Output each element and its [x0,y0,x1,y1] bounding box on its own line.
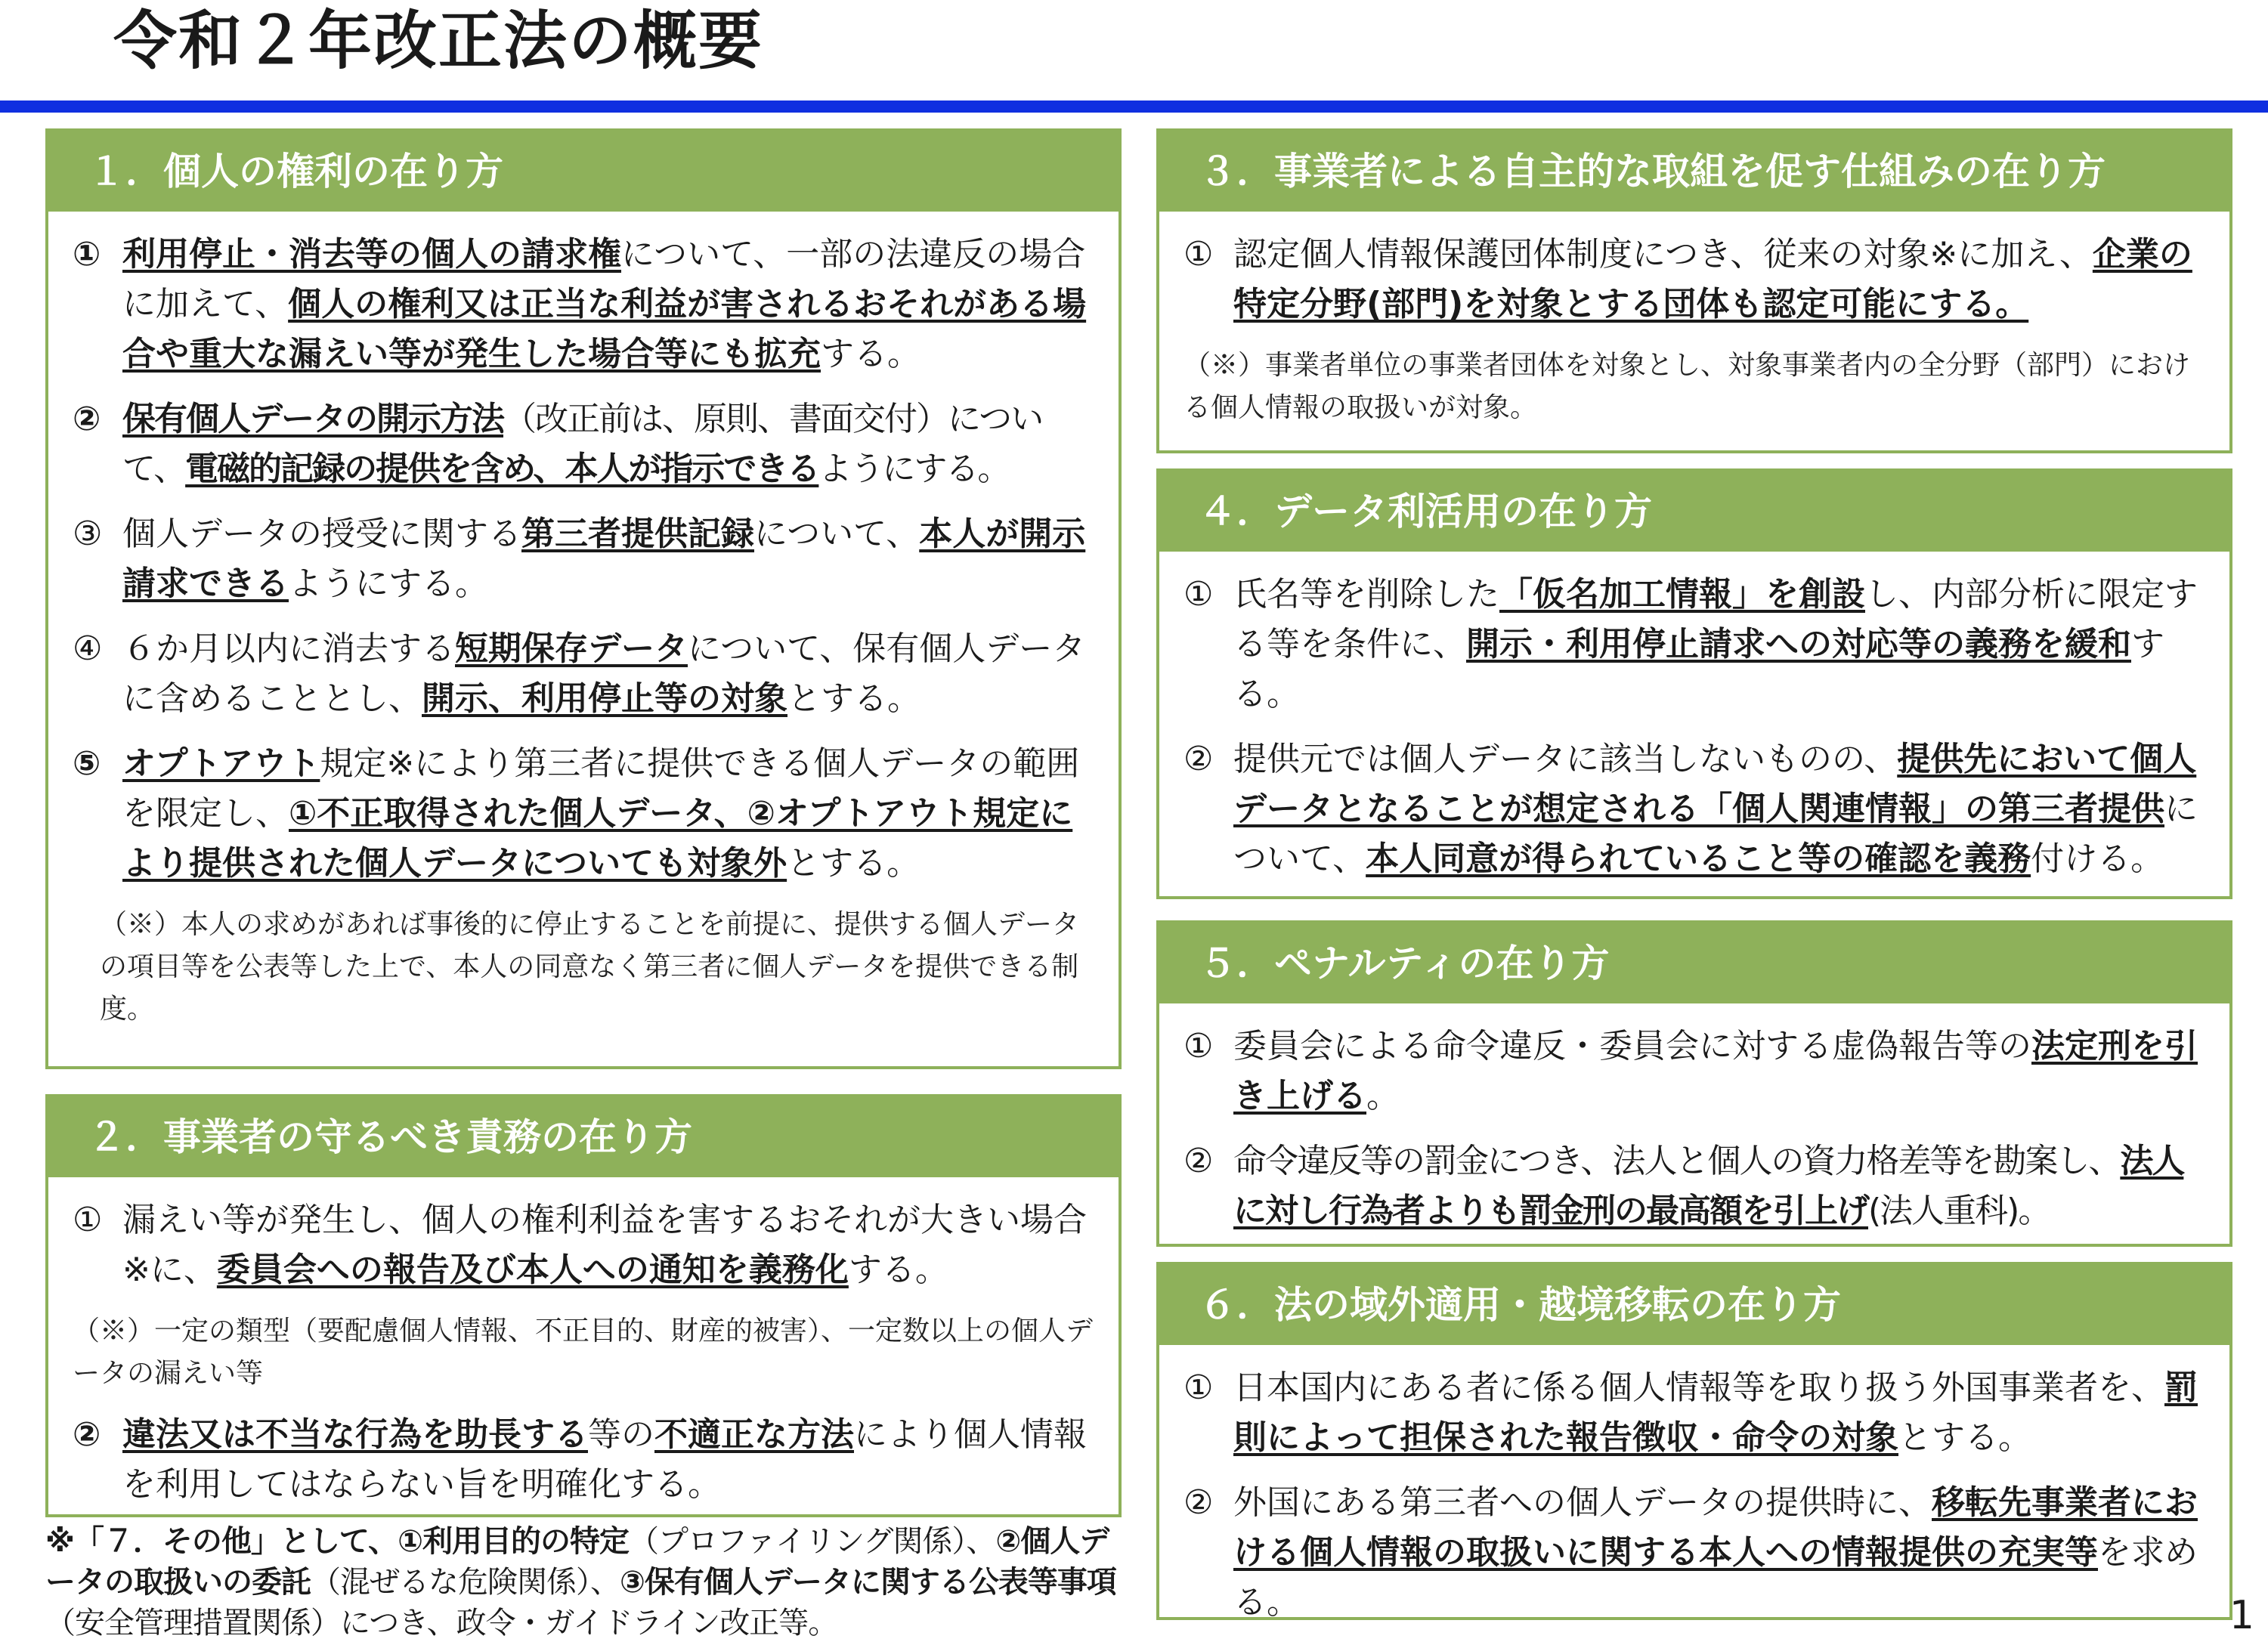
section-1-item-5 [73,739,1100,889]
section-4-item-1 [1184,570,2211,719]
section-5-heading: ５．ペナルティの在り方 [1159,923,2229,1003]
section-6-item-2 [1184,1478,2211,1620]
section-3-heading: ３．事業者による自主的な取組を促す仕組みの在り方 [1159,131,2229,212]
section-4-card [1156,468,2232,899]
section-1-item-2 [73,394,1100,494]
item-number: ① [1184,1368,1214,1407]
item-text: 認定個人情報保護団体制度につき、従来の対象※に加え、企業の特定分野(部門)を対象とする団体も認定可能にする。 [1233,235,2192,323]
item-number: ① [1184,575,1214,614]
item-number: ① [73,235,101,274]
section-2-item-2 [73,1410,1100,1510]
section-2-item-1 [73,1195,1100,1295]
item-text: ６か月以内に消去する短期保存データについて、保有個人データに含めることとし、開示、利用停止等の対象とする。 [122,629,1086,718]
section-4-heading: ４．データ利活用の在り方 [1159,472,2229,552]
item-text: 保有個人データの開示方法（改正前は、原則、書面交付）について、電磁的記録の提供を含め、本人が指示できるようにする。 [122,400,1043,488]
item-number: ① [1184,1027,1214,1065]
section-1-item-1 [73,230,1100,379]
item-text: 日本国内にある者に係る個人情報等を取り扱う外国事業者を、罰則によって担保された報告徴収・命令の対象とする。 [1233,1368,2198,1457]
section-1-item-4 [73,624,1100,724]
page-number: 1 [2229,1593,2254,1638]
item-text: 外国にある第三者への個人データの提供時に、移転先事業者における個人情報の取扱いに関する本人への情報提供の充実等を求める。 [1233,1483,2198,1620]
item-number: ② [73,1415,101,1454]
section-1-note: （※）本人の求めがあれば事後的に停止することを前提に、提供する個人データの項目等を公表等した上で、本人の同意なく第三者に個人データを提供できる制度。 [100,909,1080,1025]
item-number: ② [73,400,101,438]
item-number: ② [1184,1142,1214,1180]
item-text: 提供元では個人データに該当しないものの、提供先において個人データとなることが想定される「個人関連情報」の第三者提供について、本人同意が得られていること等の確認を義務付ける。 [1233,740,2198,878]
section-1-heading: １．個人の権利の在り方 [48,131,1119,212]
section-5-item-1 [1184,1022,2211,1121]
title-rule [0,100,2268,113]
footer-note: ※「７．その他」として、①利用目的の特定（プロファイリング関係）、②個人データの取扱いの委託（混ぜるな危険関係）、③保有個人データに関する公表等事項（安全管理措置関係）につき、政令・ガイドライン改正等。 [45,1524,1116,1640]
item-text: 違法又は不当な行為を助長する等の不適正な方法により個人情報を利用してはならない旨を明確化する。 [122,1415,1087,1504]
item-text: 命令違反等の罰金につき、法人と個人の資力格差等を勘案し、法人に対し行為者よりも罰金刑の最高額を引上げ(法人重科)。 [1233,1142,2184,1230]
section-6-heading: ６．法の域外適用・越境移転の在り方 [1159,1265,2229,1345]
item-number: ④ [73,629,103,668]
item-number: ① [73,1201,103,1239]
item-text: 利用停止・消去等の個人の請求権について、一部の法違反の場合に加えて、個人の権利又は正当な利益が害されるおそれがある場合や重大な漏えい等が発生した場合等にも拡充する。 [122,235,1087,373]
section-3-note: （※）事業者単位の事業者団体を対象とし、対象事業者内の全分野（部門）における個人情報の取扱いが対象。 [1184,350,2191,423]
section-5-item-2 [1184,1136,2211,1236]
section-2-card [45,1094,1122,1517]
section-2-note: （※）一定の類型（要配慮個人情報、不正目的、財産的被害）、一定数以上の個人データの漏えい等 [73,1316,1094,1389]
item-number: ⑤ [73,744,101,783]
item-text: オプトアウト規定※により第三者に提供できる個人データの範囲を限定し、①不正取得された個人データ、②オプトアウト規定により提供された個人データについても対象外とする。 [122,744,1080,883]
section-6-item-1 [1184,1363,2211,1463]
section-6-card [1156,1262,2232,1620]
section-3-item-1 [1184,230,2211,329]
item-text: 個人データの授受に関する第三者提供記録について、本人が開示請求できるようにする。 [122,515,1086,603]
section-5-card [1156,920,2232,1247]
item-number: ① [1184,235,1214,274]
item-text: 氏名等を削除した「仮名加工情報」を創設し、内部分析に限定する等を条件に、開示・利用停止請求への対応等の義務を緩和する。 [1233,575,2198,713]
section-1-card [45,128,1122,1069]
item-text: 漏えい等が発生し、個人の権利利益を害するおそれが大きい場合※に、委員会への報告及び本人への通知を義務化する。 [122,1201,1087,1289]
section-4-item-2 [1184,734,2211,884]
section-3-card [1156,128,2232,453]
page-title: 令和２年改正法の概要 [113,4,764,78]
item-text: 委員会による命令違反・委員会に対する虚偽報告等の法定刑を引き上げる。 [1233,1027,2198,1115]
section-1-item-3 [73,509,1100,609]
item-number: ③ [73,515,103,553]
section-2-heading: ２．事業者の守るべき責務の在り方 [48,1097,1119,1177]
item-number: ② [1184,740,1214,778]
item-number: ② [1184,1483,1214,1522]
